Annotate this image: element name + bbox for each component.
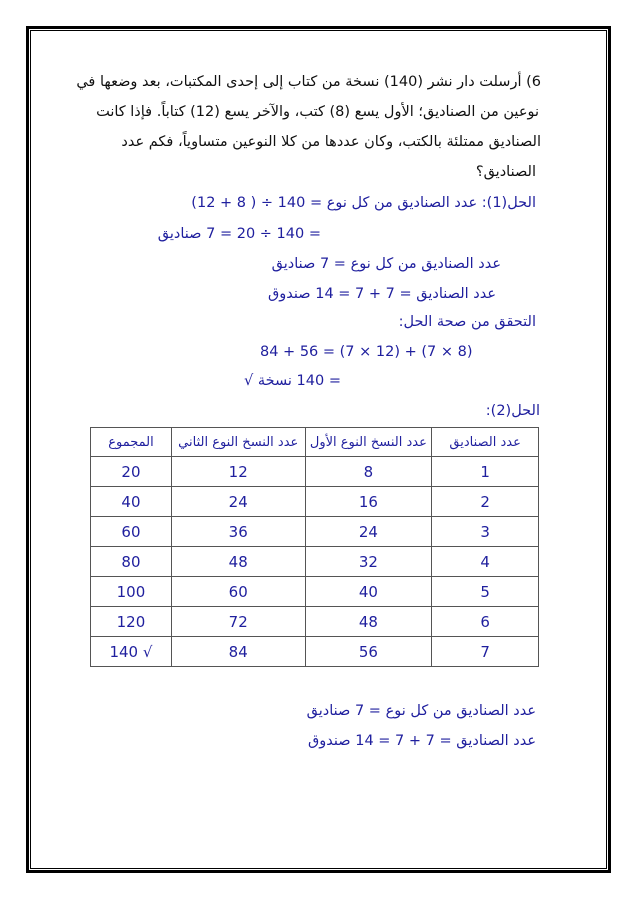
table-row [91, 487, 539, 517]
table-row [91, 517, 539, 547]
cell-boxes: 4 [432, 547, 539, 577]
cell-type1: 32 [305, 547, 432, 577]
cell-total: 60 [91, 517, 172, 547]
cell-type2: 48 [171, 547, 305, 577]
cell-boxes: 3 [432, 517, 539, 547]
solution2-title: الحل(2): [485, 403, 540, 419]
cell-type2: 84 [171, 637, 305, 667]
solution-table [90, 427, 539, 667]
cell-type2: 72 [171, 607, 305, 637]
solution2-result-2: عدد الصناديق = 7 + 7 = 14 صندوق [308, 733, 536, 749]
table-row [91, 577, 539, 607]
cell-type1: 16 [305, 487, 432, 517]
question-line-1: 6) أرسلت دار نشر (140) نسخة من كتاب إلى إحدى المكتبات، بعد وضعها في [76, 74, 541, 90]
cell-boxes: 2 [432, 487, 539, 517]
header-type2: عدد النسخ النوع الثاني [171, 428, 305, 457]
cell-total: 20 [91, 457, 172, 487]
cell-type1: 48 [305, 607, 432, 637]
cell-total: 100 [91, 577, 172, 607]
cell-type2: 12 [171, 457, 305, 487]
check-title: التحقق من صحة الحل: [398, 314, 536, 330]
table-row [91, 547, 539, 577]
cell-type1: 8 [305, 457, 432, 487]
cell-type2: 24 [171, 487, 305, 517]
table-row [91, 637, 539, 667]
header-boxes: عدد الصناديق [432, 428, 539, 457]
header-total: المجموع [91, 428, 172, 457]
question-line-2: نوعين من الصناديق؛ الأول يسع (8) كتب، والآخر يسع (12) كتاباً. فإذا كانت [96, 104, 539, 120]
solution1-line-4: عدد الصناديق = 7 + 7 = 14 صندوق [268, 286, 496, 302]
cell-type1: 56 [305, 637, 432, 667]
cell-type1: 24 [305, 517, 432, 547]
cell-boxes: 1 [432, 457, 539, 487]
solution1-line-3: عدد الصناديق من كل نوع = 7 صناديق [271, 256, 501, 272]
table-row [91, 607, 539, 637]
header-type1: عدد النسخ النوع الأول [305, 428, 432, 457]
table-row [91, 457, 539, 487]
solution2-result-1: عدد الصناديق من كل نوع = 7 صناديق [306, 703, 536, 719]
table-header-row [91, 428, 539, 457]
cell-total: 40 [91, 487, 172, 517]
solution1-line-2: = 140 ÷ 20 = 7 صناديق [157, 226, 321, 242]
cell-type1: 40 [305, 577, 432, 607]
check-equation-1: 84 + 56 = (7 × 12) + (7 × 8) [260, 344, 473, 360]
cell-type2: 60 [171, 577, 305, 607]
cell-total: 80 [91, 547, 172, 577]
cell-boxes: 6 [432, 607, 539, 637]
cell-total: √ 140 [91, 637, 172, 667]
check-equation-2: = 140 نسخة √ [243, 373, 341, 389]
cell-type2: 36 [171, 517, 305, 547]
cell-boxes: 5 [432, 577, 539, 607]
cell-boxes: 7 [432, 637, 539, 667]
question-line-3: الصناديق ممتلئة بالكتب، وكان عددها من كلا النوعين متساوياً، فكم عدد [121, 134, 541, 150]
solution1-line-1: الحل(1): عدد الصناديق من كل نوع = 140 ÷ ( 8 + 12) [191, 195, 536, 211]
cell-total: 120 [91, 607, 172, 637]
question-line-4: الصناديق؟ [475, 164, 536, 180]
